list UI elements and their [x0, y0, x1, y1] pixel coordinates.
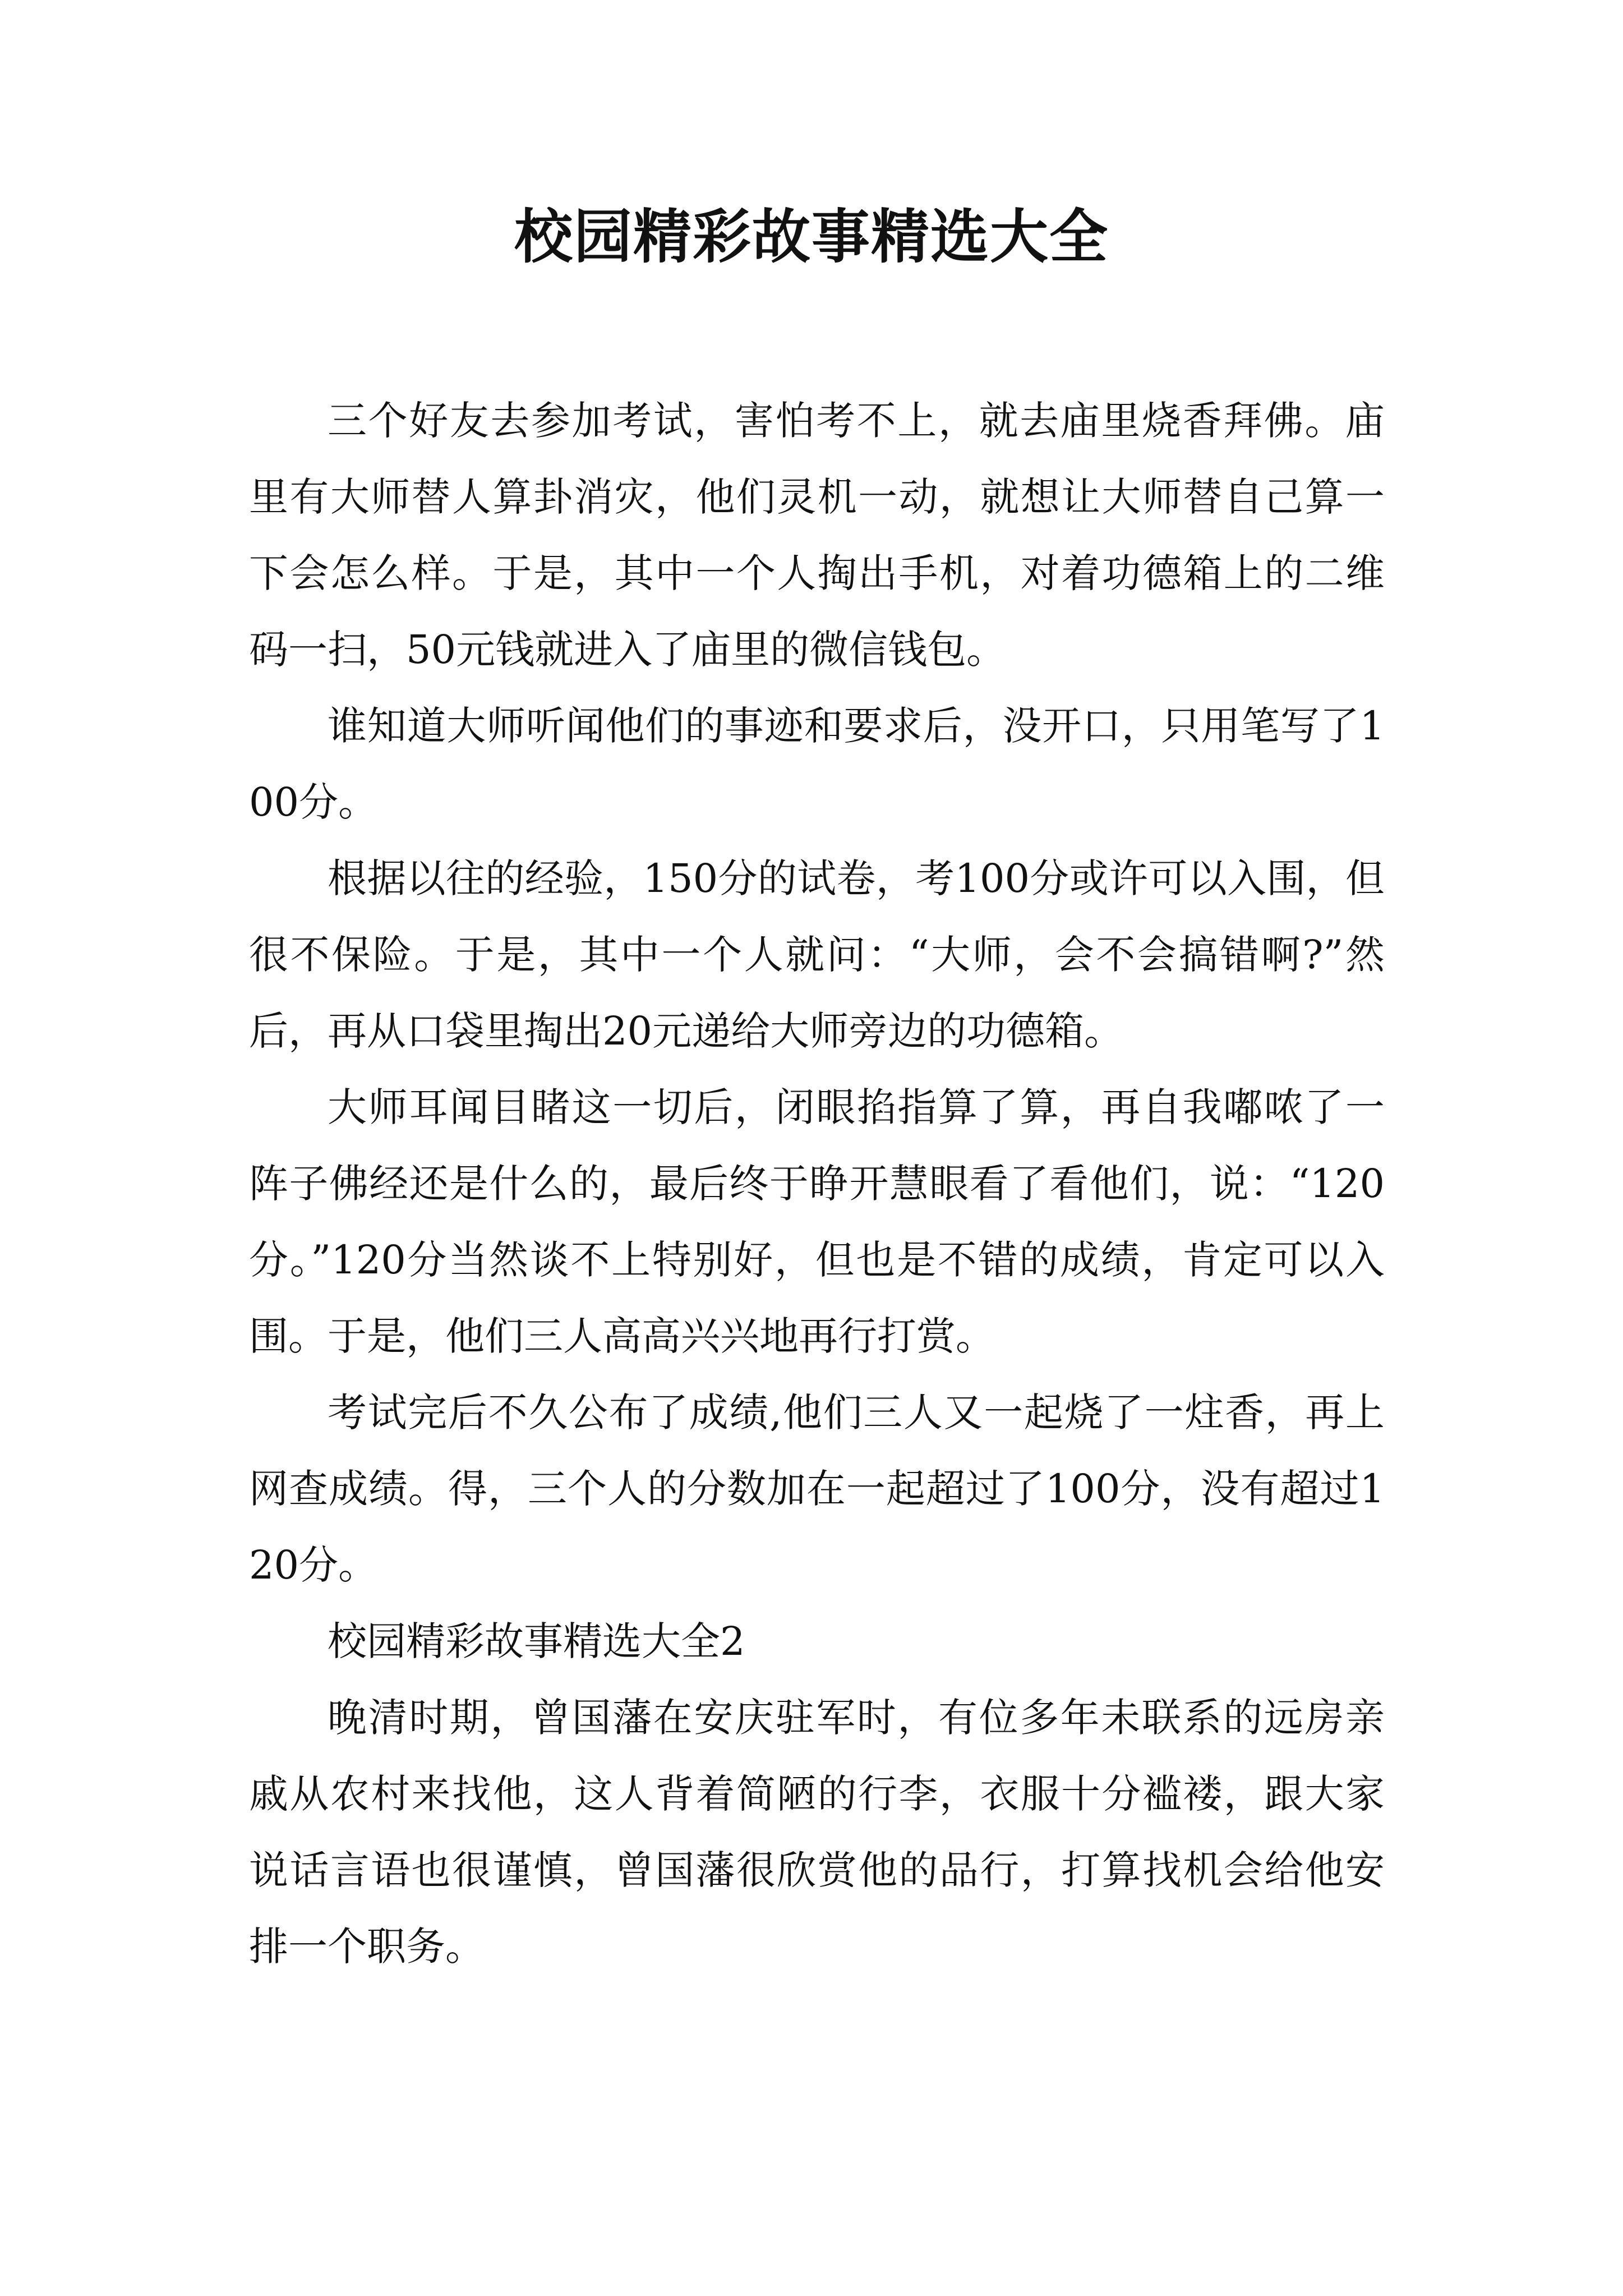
paragraph-6: 晚清时期，曾国藩在安庆驻军时，有位多年未联系的远房亲戚从农村来找他，这人背着简陋的行李，衣服十分褴褛，跟大家说话言语也很谨慎，曾国藩很欣赏他的品行，打算找机会给他安排一个职务。	[249, 1695, 1385, 1970]
document-title: 校园精彩故事精选大全	[514, 202, 1109, 271]
section-heading-2: 校园精彩故事精选大全2	[328, 1618, 745, 1664]
paragraph-1: 三个好友去参加考试，害怕考不上，就去庙里烧香拜佛。庙里有大师替人算卦消灾，他们灵机一动，就想让大师替自己算一下会怎么样。于是，其中一个人掏出手机，对着功德箱上的二维码一扫，50元钱就进入了庙里的微信钱包。	[249, 398, 1385, 673]
paragraph-5: 考试完后不久公布了成绩,他们三人又一起烧了一炷香，再上网查成绩。得，三个人的分数加在一起超过了100分，没有超过120分。	[249, 1389, 1385, 1588]
paragraph-4: 大师耳闻目睹这一切后，闭眼掐指算了算，再自我嘟哝了一阵子佛经还是什么的，最后终于睁开慧眼看了看他们，说：“120分。”120分当然谈不上特别好，但也是不错的成绩，肯定可以入围。于是，他们三人高高兴兴地再行打赏。	[249, 1084, 1385, 1359]
paragraph-2: 谁知道大师听闻他们的事迹和要求后，没开口，只用笔写了100分。	[249, 703, 1385, 825]
paragraph-3: 根据以往的经验，150分的试卷，考100分或许可以入围，但很不保险。于是，其中一个人就问：“大师，会不会搞错啊?”然后，再从口袋里掏出20元递给大师旁边的功德箱。	[249, 855, 1385, 1054]
document-body	[249, 383, 1385, 1985]
